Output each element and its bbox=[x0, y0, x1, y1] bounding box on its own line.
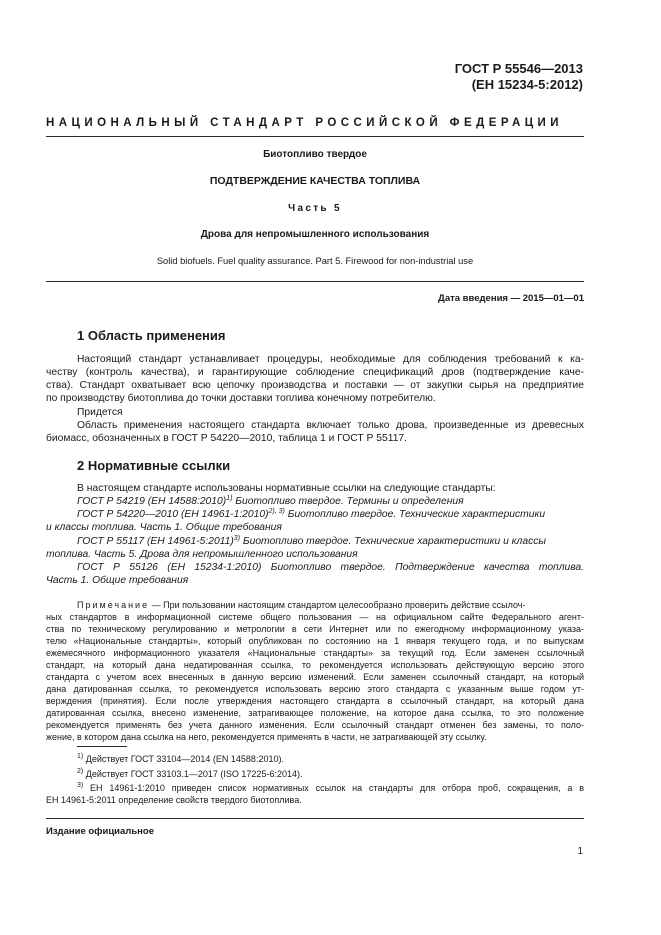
reference-3: ГОСТ Р 55117 (ЕН 14961-5:2011)$^{3)}$ Биотопливо твердое. Технические характеристики и классы bbox=[77, 535, 546, 547]
footnote-3-cont: ЕН 14961-5:2011 определение свойств твердого биотоплива. bbox=[46, 795, 302, 805]
footnote-2: $^{2)}$ Действует ГОСТ 33103.1—2017 (ISO 17225-6:2014). bbox=[77, 768, 303, 779]
section-1-line: биомасс, обозначенных в ГОСТ Р 54220—2010, таблица 1 и ГОСТ Р 55117. bbox=[46, 433, 408, 444]
note-line: Примечание — При пользовании настоящим стандартом целесообразно проверить действие ссылоч- bbox=[77, 600, 526, 610]
note-line: ных стандартов в информационной системе общего пользования — на официальном сайте Федерального агент- bbox=[46, 612, 584, 622]
note-line: телю «Национальные стандарты», который опубликован по состоянию на 1 января текущего года, и по выпускам bbox=[46, 636, 584, 646]
english-title: Solid biofuels. Fuel quality assurance. Part 5. Firewood for non-industrial use bbox=[156, 256, 474, 266]
edition-label: Издание официальное bbox=[46, 826, 154, 837]
note-line: ства по техническому регулированию и метрологии в сети Интернет или по ежегодному информационному указа- bbox=[46, 624, 584, 634]
section-1-line: ства). Стандарт охватывает всю цепочку производства и поставки — от закупки сырья на предприятие bbox=[46, 380, 584, 391]
reference-2: ГОСТ Р 54220—2010 (ЕН 14961-1:2010)$^{2), 3)}$ Биотопливо твердое. Технические характеристики bbox=[77, 508, 546, 520]
reference-2-cont: и классы топлива. Часть 1. Общие требования bbox=[46, 522, 282, 533]
main-title: ПОДТВЕРЖДЕНИЕ КАЧЕСТВА ТОПЛИВА bbox=[209, 175, 421, 187]
footer-rule bbox=[46, 818, 584, 819]
subtitle: Биотопливо твердое bbox=[263, 149, 367, 160]
section-2-heading: 2 Нормативные ссылки bbox=[77, 458, 231, 473]
reference-4-cont: Часть 1. Общие требования bbox=[46, 575, 189, 586]
note-line: верждения (принятия). Если после утверждения настоящего стандарта в ссылочный стандарт, на который дана bbox=[46, 696, 584, 706]
introduction-date: Дата введения — 2015—01—01 bbox=[438, 293, 584, 304]
note-line: ежемесячного информационного указателя «Национальные стандарты» за текущий год. Если заменен ссылочный bbox=[46, 648, 584, 658]
footnote-3: $^{3)}$ ЕН 14961-1:2010 приведен список нормативных ссылок на стандарты для отбора проб, сокращения, а в bbox=[77, 782, 584, 793]
note-line: рекомендуется применять без учета данного изменения. Если ссылочный стандарт отменен без замены, то поло- bbox=[46, 720, 584, 730]
en-number: (ЕН 15234-5:2012) bbox=[471, 77, 583, 92]
reference-4: ГОСТ Р 55126 (ЕН 15234-1:2010) Биотопливо твердое. Подтверждение качества топлива. bbox=[77, 562, 584, 573]
section-1-line: Придется bbox=[77, 407, 123, 418]
reference-1: ГОСТ Р 54219 (ЕН 14588:2010)$^{1)}$ Биотопливо твердое. Термины и определения bbox=[77, 495, 464, 507]
gost-number: ГОСТ Р 55546—2013 bbox=[454, 61, 583, 76]
section-1-line: Область применения настоящего стандарта включает только дрова, произведенные из древесных bbox=[77, 420, 584, 431]
section-2-intro: В настоящем стандарте использованы нормативные ссылки на следующие стандарты: bbox=[77, 483, 496, 494]
note-label: Примечание bbox=[77, 600, 150, 610]
part-title: Дрова для непромышленного использования bbox=[200, 229, 430, 240]
reference-3-cont: топлива. Часть 5. Дрова для непромышленного использования bbox=[46, 549, 358, 560]
page-number: 1 bbox=[577, 846, 583, 857]
note-line: дана датированная ссылка, то рекомендуется использовать версию этого стандарта с указанным выше годом ут- bbox=[46, 684, 584, 694]
national-standard-banner: НАЦИОНАЛЬНЫЙ СТАНДАРТ РОССИЙСКОЙ ФЕДЕРАЦИИ bbox=[46, 117, 563, 129]
note-line: стандарта с учетом всех внесенных в данную версию изменений. Если заменен ссылочный стандарт, на который bbox=[46, 672, 584, 682]
part-label: Часть 5 bbox=[288, 203, 342, 214]
section-1-line: честву (контроль качества), и гарантирующие соблюдение спецификаций дров (подтверждение каче- bbox=[46, 367, 584, 378]
section-1-line: по производству биотоплива до точки доставки топлива конечному потребителю. bbox=[46, 393, 436, 404]
section-1-heading: 1 Область применения bbox=[77, 328, 226, 343]
footnote-1: $^{1)}$ Действует ГОСТ 33104—2014 (EN 14588:2010). bbox=[77, 753, 284, 764]
note-line: жение, в котором дана ссылка на него, рекомендуется применять в части, не затрагивающей эту ссылку. bbox=[46, 732, 487, 742]
note-line: датированная ссылка, внесено изменение, затрагивающее положение, на которое дана ссылка, то это положение bbox=[46, 708, 584, 718]
header-rule bbox=[46, 136, 584, 137]
title-rule bbox=[46, 281, 584, 282]
section-1-line: Настоящий стандарт устанавливает процедуры, необходимые для соблюдения требований к ка- bbox=[77, 354, 584, 365]
note-line: стандарт, на который дана недатированная ссылка, то рекомендуется использовать действующую версию этого bbox=[46, 660, 584, 670]
footnote-rule bbox=[77, 746, 127, 747]
